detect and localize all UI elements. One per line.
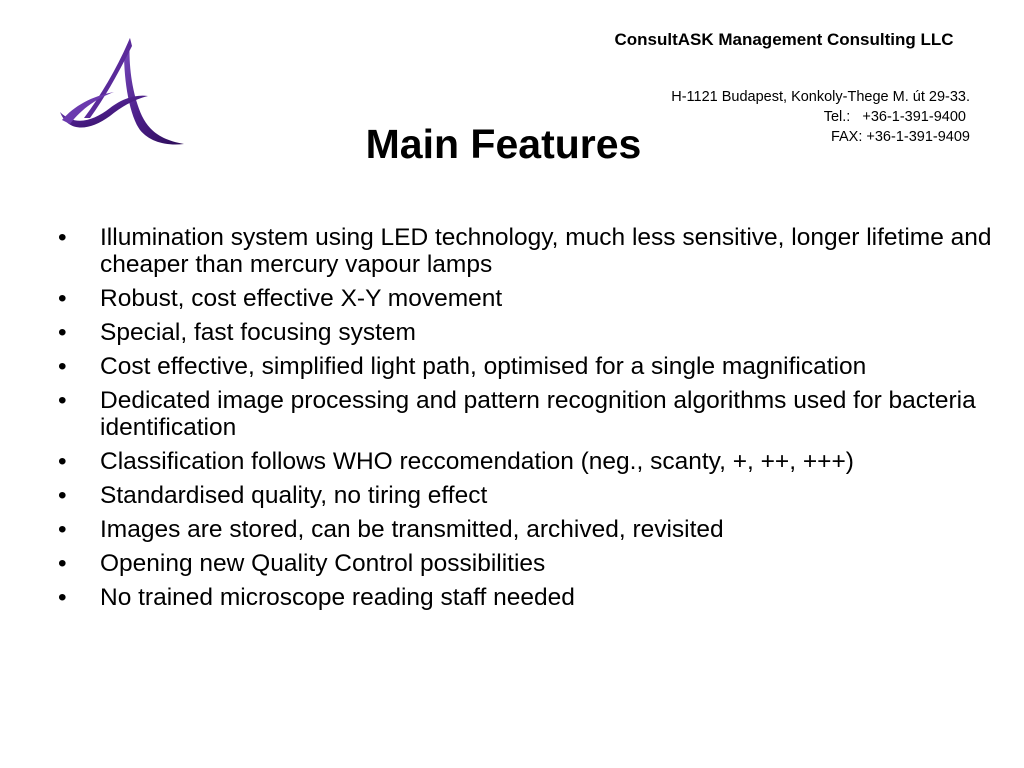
slide-title: Main Features (365, 121, 642, 167)
feature-item (52, 285, 997, 312)
company-address: H-1121 Budapest, Konkoly-Thege M. út 29-33. (671, 89, 970, 105)
company-name: ConsultASK Management Consulting LLC (614, 30, 954, 49)
bullet-icon: • (58, 516, 67, 543)
feature-text: Opening new Quality Control possibilities (100, 550, 546, 577)
bullet-icon: • (58, 584, 67, 611)
feature-text: Dedicated image processing and pattern recognition algorithms used for bacteria identification (100, 387, 976, 441)
bullet-icon: • (58, 285, 67, 312)
feature-item (52, 584, 997, 611)
feature-text: Cost effective, simplified light path, optimised for a single magnification (100, 353, 867, 380)
bullet-icon: • (58, 482, 67, 509)
feature-item (52, 224, 997, 278)
bullet-icon: • (58, 550, 67, 577)
feature-text: Illumination system using LED technology, much less sensitive, longer lifetime and cheaper than mercury vapour lamps (100, 224, 992, 278)
feature-item (52, 550, 997, 577)
company-fax: FAX: +36-1-391-9409 (830, 129, 970, 145)
feature-item (52, 319, 997, 346)
feature-item (52, 353, 997, 380)
feature-item (52, 516, 997, 543)
bullet-icon: • (58, 448, 67, 475)
feature-item (52, 482, 997, 509)
company-tel: Tel.: +36-1-391-9400 (823, 109, 970, 125)
feature-text: No trained microscope reading staff needed (100, 584, 575, 611)
bullet-icon: • (58, 224, 67, 251)
feature-text: Special, fast focusing system (100, 319, 416, 346)
features-list (52, 224, 997, 618)
feature-item (52, 448, 997, 475)
bullet-icon: • (58, 319, 67, 346)
feature-text: Standardised quality, no tiring effect (100, 482, 488, 509)
feature-text: Robust, cost effective X-Y movement (100, 285, 503, 312)
feature-text: Images are stored, can be transmitted, archived, revisited (100, 516, 724, 543)
bullet-icon: • (58, 387, 67, 414)
feature-text: Classification follows WHO reccomendation (neg., scanty, +, ++, +++) (100, 448, 854, 475)
feature-item (52, 387, 997, 441)
bullet-icon: • (58, 353, 67, 380)
